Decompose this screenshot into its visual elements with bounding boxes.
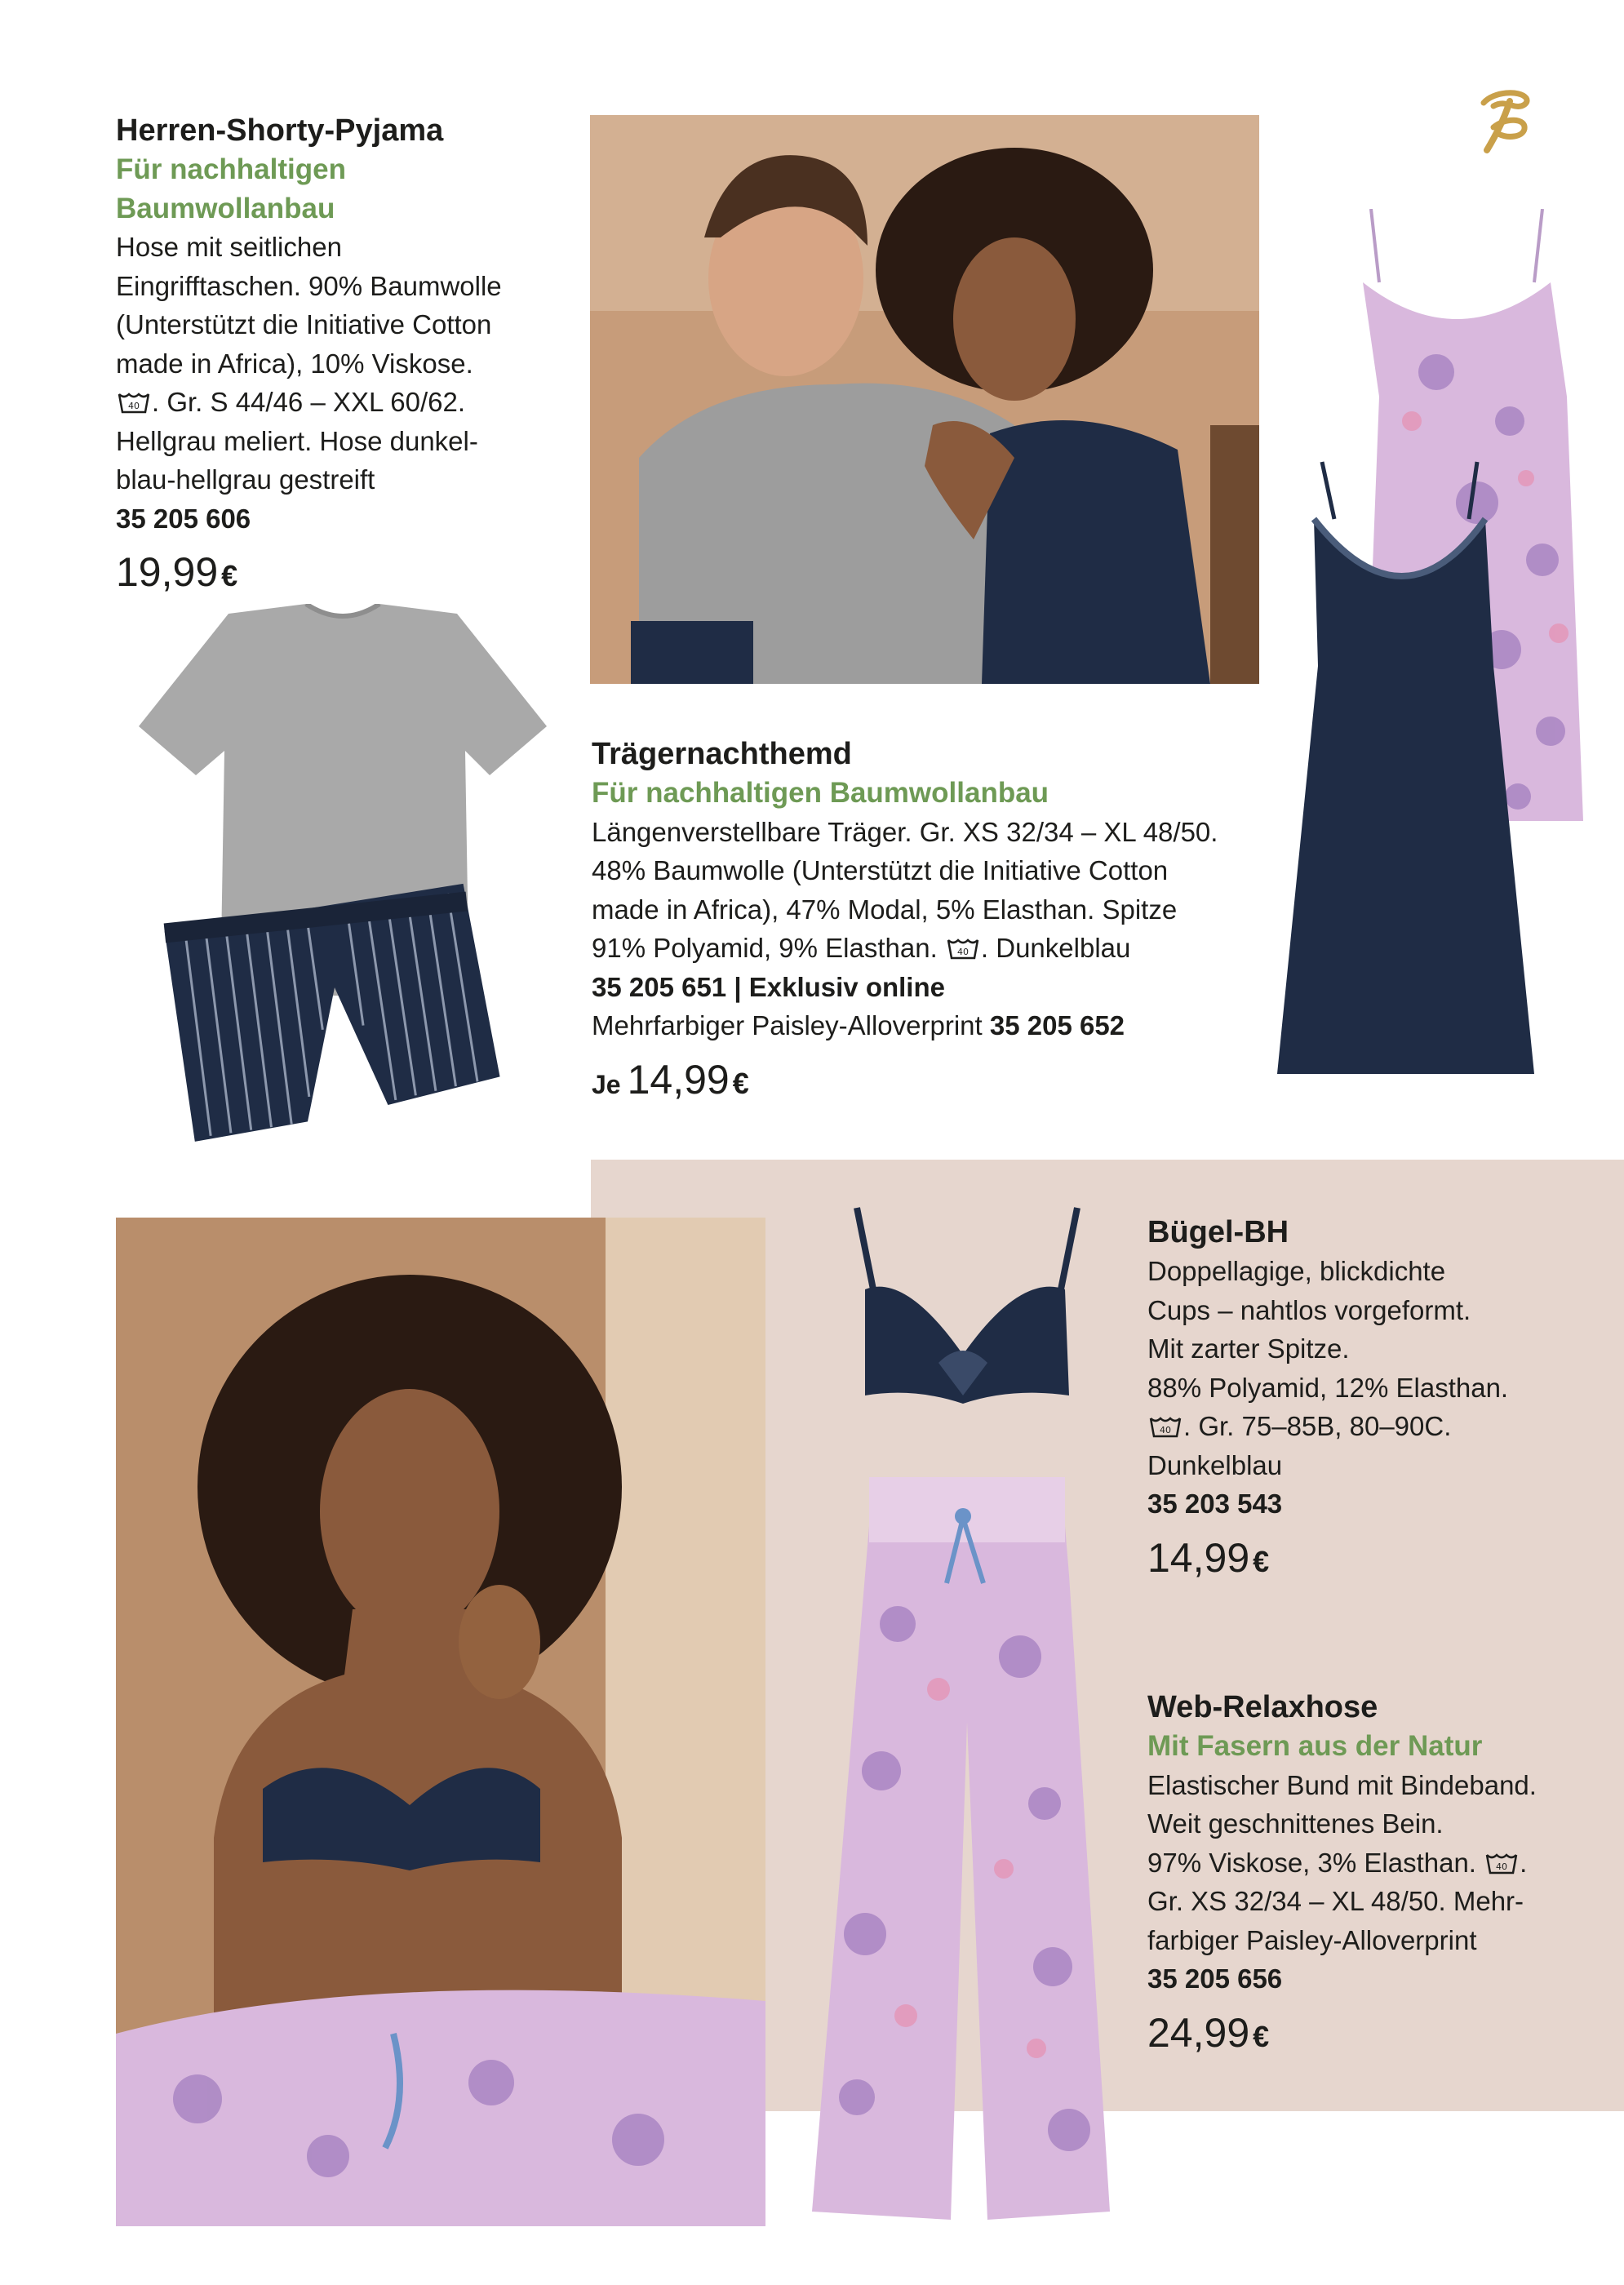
wash-40-icon bbox=[1149, 1415, 1182, 1438]
pants-desc-4: Gr. XS 32/34 – XL 48/50. Mehr- bbox=[1147, 1886, 1524, 1916]
nightdress-price-row bbox=[592, 1055, 1277, 1109]
nightdress-price-prefix: Je bbox=[592, 1069, 621, 1099]
bra-desc-2: Cups – nahtlos vorgeformt. bbox=[1147, 1294, 1471, 1325]
pants-desc-3-row: 97% Viskose, 3% Elasthan. 40 . bbox=[1147, 1847, 1528, 1878]
brand-logo-icon bbox=[1469, 85, 1534, 157]
pyjama-desc-4: made in Africa), 10% Viskose. bbox=[116, 348, 473, 379]
bra-desc-5-row bbox=[1147, 1407, 1604, 1446]
pyjama-title: Herren-Shorty-Pyjama bbox=[116, 113, 444, 148]
bra-desc-5: . Gr. 75–85B, 80–90C. bbox=[1183, 1411, 1452, 1441]
nightdress-desc-5-row bbox=[592, 1006, 1277, 1045]
pyjama-info bbox=[116, 111, 573, 601]
bra-currency: € bbox=[1253, 1544, 1270, 1578]
nightdress-desc-2: 48% Baumwolle (Unterstützt die Initiative Cotton bbox=[592, 855, 1169, 885]
bra-title: Bügel-BH bbox=[1147, 1215, 1289, 1249]
nightdress-highlight: Für nachhaltigen Baumwollanbau bbox=[592, 777, 1049, 809]
bra-product-image bbox=[841, 1200, 1085, 1412]
nightdress-desc-4: 91% Polyamid, 9% Elasthan. bbox=[592, 933, 938, 963]
couple-photo bbox=[590, 115, 1259, 684]
pyjama-price: 19,99 bbox=[116, 549, 219, 595]
pyjama-article: 35 205 606 bbox=[116, 503, 251, 534]
bra-info bbox=[1147, 1213, 1604, 1586]
bra-desc-6: Dunkelblau bbox=[1147, 1449, 1283, 1480]
pants-currency: € bbox=[1253, 2019, 1270, 2053]
nightdress-price: 14,99 bbox=[627, 1056, 730, 1103]
wash-40-icon bbox=[118, 391, 150, 414]
svg-text:40: 40 bbox=[1160, 1425, 1171, 1435]
bra-desc-4: 88% Polyamid, 12% Elasthan. bbox=[1147, 1372, 1509, 1403]
pyjama-desc-2: Eingrifftaschen. 90% Baumwolle bbox=[116, 270, 502, 301]
pants-highlight: Mit Fasern aus der Natur bbox=[1147, 1730, 1483, 1762]
pyjama-product-image bbox=[131, 604, 555, 1142]
bra-article: 35 203 543 bbox=[1147, 1489, 1283, 1519]
wash-40-icon bbox=[1485, 1852, 1518, 1875]
pyjama-desc-5-row bbox=[116, 383, 573, 422]
pyjama-desc-7: blau-hellgrau gestreift bbox=[116, 464, 375, 495]
nightdress-product-image bbox=[1273, 209, 1591, 1082]
nightdress-article-1: 35 205 651 | Exklusiv online bbox=[592, 971, 945, 1002]
woman-photo bbox=[116, 1218, 765, 2226]
svg-text:40: 40 bbox=[128, 401, 140, 411]
nightdress-desc-3: made in Africa), 47% Modal, 5% Elasthan. Spitze bbox=[592, 894, 1178, 925]
pyjama-desc-1: Hose mit seitlichen bbox=[116, 232, 342, 262]
pyjama-highlight-2: Baumwollanbau bbox=[116, 192, 335, 224]
pyjama-price-row bbox=[116, 548, 573, 601]
pants-desc-2: Weit geschnittenes Bein. bbox=[1147, 1808, 1444, 1839]
svg-text:40: 40 bbox=[1496, 1861, 1508, 1872]
nightdress-info bbox=[592, 734, 1277, 1109]
pyjama-desc-6: Hellgrau meliert. Hose dunkel- bbox=[116, 425, 478, 456]
pyjama-highlight-1: Für nachhaltigen bbox=[116, 153, 346, 185]
bra-price-row bbox=[1147, 1533, 1604, 1586]
bra-price: 14,99 bbox=[1147, 1534, 1250, 1581]
pants-desc-3: 97% Viskose, 3% Elasthan. bbox=[1147, 1847, 1476, 1878]
pants-info bbox=[1147, 1688, 1604, 2061]
pants-price: 24,99 bbox=[1147, 2009, 1250, 2056]
pants-desc-1: Elastischer Bund mit Bindeband. bbox=[1147, 1769, 1537, 1800]
pants-price-row bbox=[1147, 2008, 1604, 2061]
pyjama-desc-3: (Unterstützt die Initiative Cotton bbox=[116, 309, 492, 339]
wash-40-icon bbox=[947, 937, 979, 960]
pants-desc-5: farbiger Paisley-Alloverprint bbox=[1147, 1924, 1477, 1955]
nightdress-desc-1: Längenverstellbare Träger. Gr. XS 32/34 – XL 48/50. bbox=[592, 816, 1218, 847]
pants-article: 35 205 656 bbox=[1147, 1963, 1283, 1994]
nightdress-title: Trägernachthemd bbox=[592, 737, 852, 771]
nightdress-currency: € bbox=[732, 1066, 749, 1100]
svg-text:40: 40 bbox=[956, 947, 969, 957]
bra-desc-3: Mit zarter Spitze. bbox=[1147, 1333, 1350, 1364]
nightdress-desc-4-row bbox=[592, 929, 1277, 968]
nightdress-article-2: 35 205 652 bbox=[989, 1010, 1125, 1040]
pants-product-image bbox=[808, 1477, 1118, 2228]
nightdress-desc-5: Mehrfarbiger Paisley-Alloverprint bbox=[592, 1010, 983, 1040]
pyjama-currency: € bbox=[221, 559, 238, 592]
pyjama-desc-5: . Gr. S 44/46 – XXL 60/62. bbox=[152, 387, 466, 417]
bra-desc-1: Doppellagige, blickdichte bbox=[1147, 1256, 1446, 1286]
nightdress-desc-4b: . Dunkelblau bbox=[980, 933, 1131, 963]
pants-title: Web-Relaxhose bbox=[1147, 1690, 1378, 1724]
